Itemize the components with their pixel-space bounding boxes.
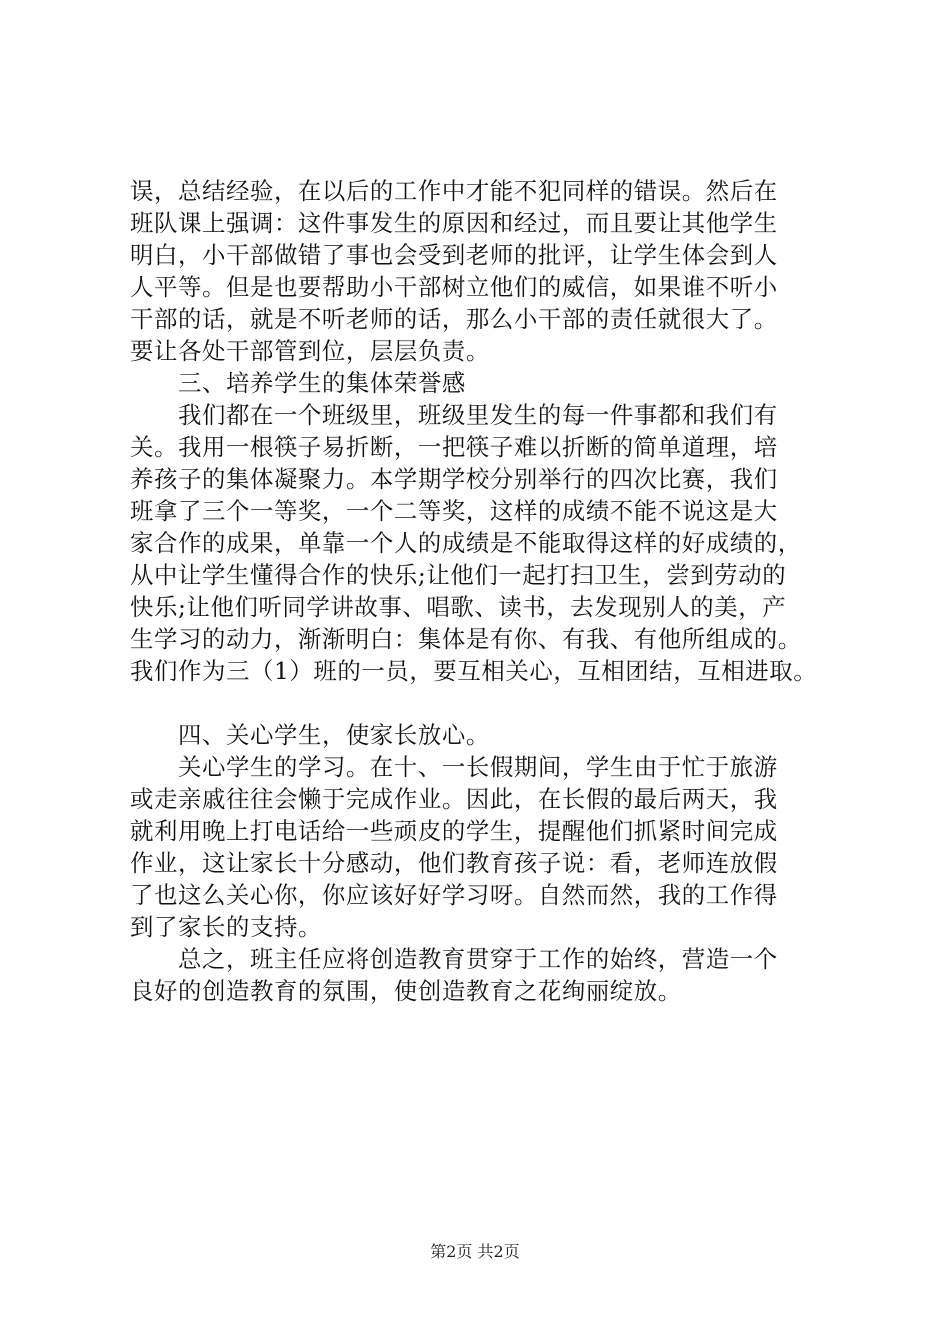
text-line: 班队课上强调：这件事发生的原因和经过，而且要让其他学生: [130, 209, 778, 237]
text-line: 误，总结经验，在以后的工作中才能不犯同样的错误。然后在: [130, 177, 778, 205]
blank-line: [130, 687, 830, 719]
text-line: 四、关心学生，使家长放心。: [178, 721, 490, 749]
text-line: 干部的话，就是不听老师的话，那么小干部的责任就很大了。: [130, 305, 778, 333]
text-line: 了也这么关心你，你应该好好学习呀。自然而然，我的工作得: [130, 881, 778, 909]
text-line: 良好的创造教育的氛围，使创造教育之花绚丽绽放。: [130, 977, 682, 1005]
text-line: 或走亲戚往往会懒于完成作业。因此，在长假的最后两天，我: [130, 785, 778, 813]
text-line: 班拿了三个一等奖，一个二等奖，这样的成绩不能不说这是大: [130, 497, 778, 525]
page-number-footer: 第2页 共2页: [430, 1242, 520, 1261]
text-line: 我们作为三（1）班的一员，要互相关心，互相团结，互相进取。: [130, 657, 818, 685]
text-line: 关心学生的学习。在十、一长假期间，学生由于忙于旅游: [178, 753, 778, 781]
text-line: 三、培养学生的集体荣誉感: [178, 369, 466, 397]
text-line: 作业，这让家长十分感动，他们教育孩子说：看，老师连放假: [130, 849, 778, 877]
text-line: 从中让学生懂得合作的快乐;让他们一起打扫卫生，尝到劳动的: [130, 561, 787, 589]
text-line: 要让各处干部管到位，层层负责。: [130, 337, 490, 365]
text-line: 人平等。但是也要帮助小干部树立他们的威信，如果谁不听小: [130, 273, 778, 301]
text-line: 到了家长的支持。: [130, 913, 322, 941]
text-line: 养孩子的集体凝聚力。本学期学校分别举行的四次比赛，我们: [130, 465, 778, 493]
text-line: 我们都在一个班级里，班级里发生的每一件事都和我们有: [178, 401, 778, 429]
text-line: 就利用晚上打电话给一些顽皮的学生，提醒他们抓紧时间完成: [130, 817, 778, 845]
text-line: 关。我用一根筷子易折断，一把筷子难以折断的简单道理，培: [130, 433, 778, 461]
text-line: 明白，小干部做错了事也会受到老师的批评，让学生体会到人: [130, 241, 778, 269]
text-line: 快乐;让他们听同学讲故事、唱歌、读书，去发现别人的美，产: [130, 593, 787, 621]
text-line: 总之，班主任应将创造教育贯穿于工作的始终，营造一个: [178, 945, 778, 973]
text-line: 家合作的成果，单靠一个人的成绩是不能取得这样的好成绩的，: [130, 529, 802, 557]
body-text: [130, 175, 830, 1007]
text-line: 生学习的动力，渐渐明白：集体是有你、有我、有他所组成的。: [130, 625, 802, 653]
